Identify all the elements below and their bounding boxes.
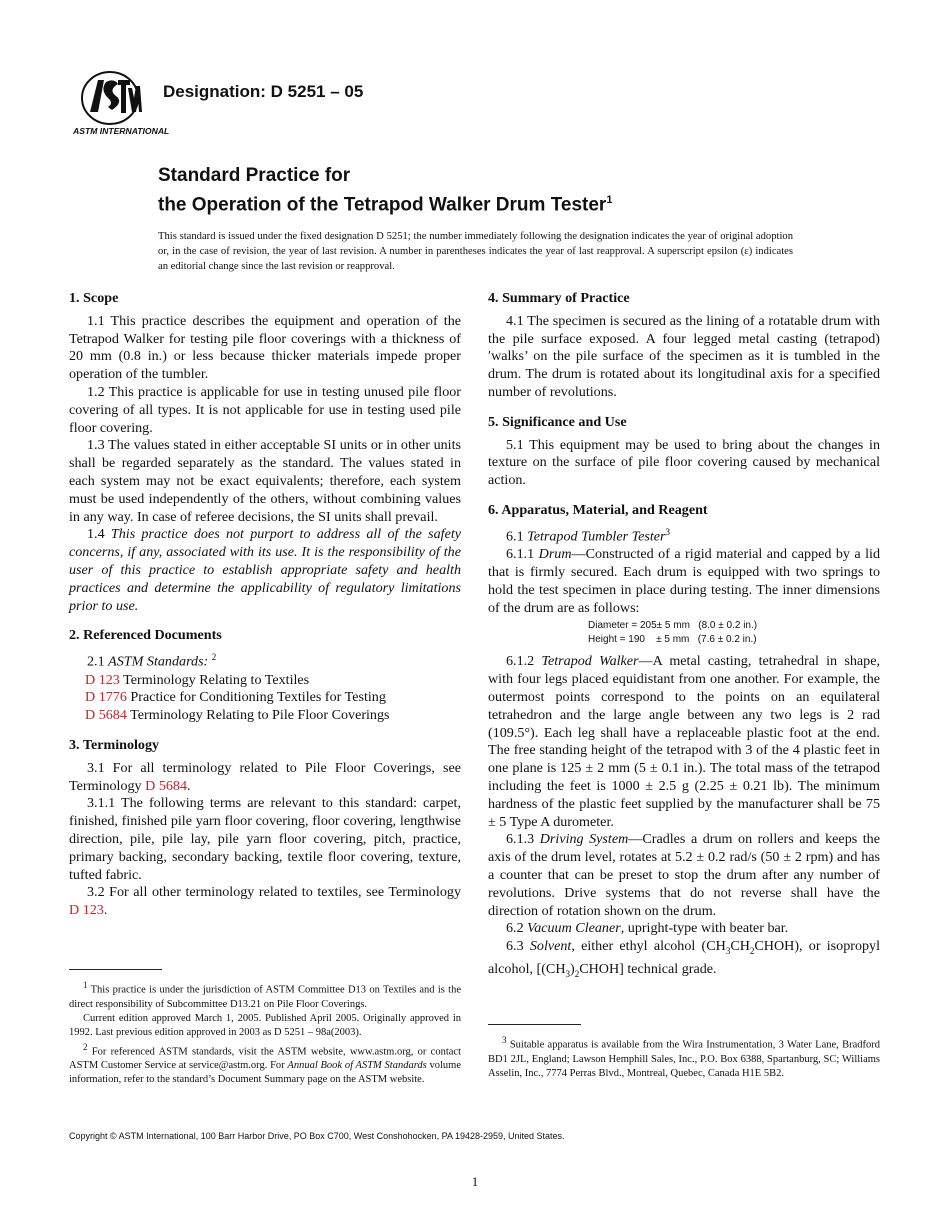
footnote-mark: 3 (665, 526, 671, 537)
footnote-mark: 1 (83, 980, 88, 990)
section-apparatus (488, 502, 880, 983)
section-heading: 2. Referenced Documents (69, 627, 222, 644)
title-footnote-mark: 1 (606, 194, 613, 206)
ref-title: Terminology Relating to Pile Floor Coverings (130, 707, 390, 724)
term: Drum (538, 546, 572, 563)
term: Tetrapod Tumbler Tester (527, 528, 666, 545)
paragraph-text: CHOH), or isopropyl alcohol, [(CH (488, 938, 880, 977)
footnote-text: Suitable apparatus is available from the Wira Instrumentation, 3 Water Lane, Bradford BD1 2JL, England; Lawson Hemphill Sales, Inc., P.O. Box 6388, Spartanburg, SC; Williams Asselin, Inc., 7774 Perras Blvd., Montreal, Quebec, Canada H1E 5B2. (488, 1039, 880, 1079)
clause-number: 6.1.1 (506, 546, 535, 563)
paragraph-1-3: 1.3 The values stated in either acceptable SI units or in other units shall be regarded separately as the standard. The values stated in each system may not be exact equivalents; therefore, each system must be used independently of the others, without combining values in any way. In case of referee decisions, the SI units shall prevail. (69, 437, 461, 525)
footnotes-right (488, 1033, 880, 1081)
ref-title: Practice for Conditioning Textiles for Testing (130, 689, 386, 706)
paragraph-4-1: 4.1 The specimen is secured as the lining of a rotatable drum with the pile surface exposed. A four legged metal casting (tetrapod) ′walks’ on the pile surface of the specimen as it is tumbled in the drum. The drum is rotated about its longitudinal axis for a specified number of revolutions. (488, 312, 880, 400)
clause-number: 2.1 (87, 653, 105, 670)
section-scope (69, 290, 461, 615)
ref-link-d5684[interactable]: D 5684 (85, 707, 127, 724)
document-title (158, 163, 612, 217)
footnote-mark: 2 (211, 652, 217, 663)
footnote-2 (69, 1040, 461, 1088)
title-line-2 (158, 188, 612, 217)
ref-link-d1776[interactable]: D 1776 (85, 689, 127, 706)
paragraph-2-1 (69, 650, 461, 671)
paragraph-1-2: 1.2 This practice is applicable for use in testing unused pile floor covering of all types. It is not applicable for use in testing used pile floor covering. (69, 383, 461, 436)
section-terminology (69, 737, 461, 920)
paragraph-3-1: 3.1 For all terminology related to Pile Floor Coverings, see Terminology D 5684. (69, 759, 461, 794)
footnote-mark: 2 (83, 1041, 88, 1052)
designation: Designation: D 5251 – 05 (163, 82, 364, 101)
footnote-3 (488, 1033, 880, 1081)
footnotes-left (69, 978, 461, 1087)
logo-text: ASTM INTERNATIONAL (73, 126, 170, 136)
section-summary (488, 290, 880, 402)
footnote-mark: 3 (502, 1035, 507, 1045)
paragraph-3-1-1: 3.1.1 The following terms are relevant to this standard: carpet, finished, finished pile yarn floor covering, floor covering, lengthwise direction, pile, pile lay, pile yarn floor covering, pitch, practice, primary backing, secondary backing, textile floor covering, texture, tufted fabric. (69, 795, 461, 883)
term: Driving System (539, 831, 629, 848)
reference-d1776 (69, 689, 461, 707)
paragraph-text: , upright-type with beater bar. (620, 920, 789, 937)
paragraph-text: CHOH] technical grade. (579, 960, 717, 977)
paragraph-3-2: 3.2 For all other terminology related to textiles, see Terminology D 123. (69, 884, 461, 919)
term: Solvent (529, 938, 572, 955)
footnote-divider (488, 1024, 581, 1025)
dimension-diameter: Diameter = 205± 5 mm (8.0 ± 0.2 in.) (588, 620, 758, 632)
subscript: 3 (725, 946, 731, 956)
page-number: 1 (471, 1174, 479, 1189)
paragraph-1-4 (69, 526, 461, 615)
paragraph-text: , either ethyl alcohol (CH (571, 938, 726, 955)
subscript: 3 (565, 968, 570, 979)
title-line-1: Standard Practice for (158, 165, 351, 186)
paragraph-text: 3.1 For all terminology related to Pile Floor Coverings, see Terminology (69, 759, 461, 794)
reference-d5684 (69, 707, 461, 725)
footnote-text: volume information, refer to the standard’s Document Summary page on the ASTM website. (69, 1060, 461, 1085)
section-referenced-documents (69, 627, 461, 725)
clause-number: 6.3 (506, 938, 524, 955)
section-heading: 6. Apparatus, Material, and Reagent (488, 501, 708, 518)
paragraph-text: —Constructed of a rigid material and capped by a lid that is firmly secured. Each drum is equipped with two springs to hold the test specimen in place during testing. The inner dimensions of the drum are as follows: (488, 546, 880, 616)
left-column (69, 290, 461, 932)
issue-note: This standard is issued under the fixed designation D 5251; the number immediately following the designation indicates the year of original adoption or, in the case of revision, the year of last revision. A number in parentheses indicates the year of last reapproval. A superscript epsilon (ε) indicates an editorial change since the last revision or reapproval. (158, 231, 793, 272)
subscript: 2 (574, 968, 580, 979)
paragraph-text: —A metal casting, tetrahedral in shape, with four legs placed equidistant from one another. For example, the outermost points correspond to the points on an equilateral tetrahedron and the large angle between any two legs is 2 rad (109.5°). Each leg shall have a replaceable plastic foot at the end. The free standing height of the tetrapod with 3 of the 4 plastic feet in one plane is 125 ± 2 mm (5 ± 0.1 in.). The total mass of the tetrapod including the feet is 1000 ± 2.5 g (2.25 ± 0.21 lb). The minimum hardness of the plastic feet supplied by the manufacturer shall be 75 ± 5 Type A durometer. (488, 653, 880, 830)
section-heading: 5. Significance and Use (488, 413, 627, 430)
subscript: 2 (749, 946, 755, 956)
footnote-1b: Current edition approved March 1, 2005. Published April 2005. Originally approved in 1992. Last previous edition approved in 2003 as D 5251 – 98a(2003). (69, 1012, 461, 1038)
clause-number: 6.1 (506, 528, 524, 545)
paragraph-6-1-2 (488, 653, 880, 831)
footnote-divider (69, 969, 162, 970)
clause-number: 6.1.3 (506, 831, 535, 848)
footnote-italic: Annual Book of ASTM Standards (287, 1060, 427, 1071)
reference-d123 (69, 672, 461, 690)
ref-link-d123-inline[interactable]: D 123 (69, 902, 104, 919)
safety-caveat: This practice does not purport to address all of the safety concerns, if any, associated with its use. It is the responsibility of the user of this practice to establish appropriate safety and health practices and determine the applicability of regulatory limitations prior to use. (69, 526, 461, 614)
ref-link-d123[interactable]: D 123 (85, 671, 120, 688)
section-significance (488, 414, 880, 490)
paragraph-6-1-3 (488, 831, 880, 920)
footnote-text: This practice is under the jurisdiction of ASTM Committee D13 on Textiles and is the direct responsibility of Subcommittee D13.21 on Pile Floor Coverings. (69, 984, 462, 1010)
dimension-height: Height = 190 ± 5 mm (7.6 ± 0.2 in.) (588, 634, 757, 646)
section-heading: 3. Terminology (69, 737, 160, 754)
footnote-text: For referenced ASTM standards, visit the ASTM website, www.astm.org, or contact ASTM Customer Service at service@astm.org. For (69, 1046, 461, 1071)
paragraph-text: CH (730, 938, 750, 955)
term: Tetrapod Walker (541, 653, 639, 670)
paragraph-1-1: 1.1 This practice describes the equipment and operation of the Tetrapod Walker for testing pile floor coverings with a thickness of 20 mm (0.8 in.) or less because thicker materials impede proper operation of the tumbler. (69, 312, 461, 383)
paragraph-6-1 (488, 525, 880, 546)
section-heading: 1. Scope (69, 290, 119, 306)
clause-number: 1.4 (87, 526, 105, 543)
paragraph-5-1: 5.1 This equipment may be used to bring about the changes in texture on the surface of pile floor covering caused by mechanical action. (488, 436, 880, 489)
paragraph-6-2 (488, 920, 880, 938)
paragraph-text: ) (570, 960, 575, 977)
astm-logo-mark (70, 68, 170, 138)
drum-dimensions (588, 619, 880, 647)
astm-logo (70, 68, 170, 138)
paragraph-6-3 (488, 938, 880, 983)
ref-link-d5684-inline[interactable]: D 5684 (145, 777, 188, 794)
term: Vacuum Cleaner (527, 920, 621, 937)
astm-standards-label: ASTM Standards: (108, 653, 209, 670)
copyright: Copyright © ASTM International, 100 Barr Harbor Drive, PO Box C700, West Conshohocken, PA 19428-2959, United States. (69, 1131, 565, 1141)
clause-number: 6.2 (506, 920, 524, 937)
section-heading: 4. Summary of Practice (488, 290, 630, 306)
ref-title: Terminology Relating to Textiles (123, 671, 310, 688)
title-line-2-text: the Operation of the Tetrapod Walker Drum Tester (158, 194, 607, 216)
right-column (488, 290, 880, 995)
paragraph-text: 3.2 For all other terminology related to textiles, see Terminology (87, 884, 461, 901)
footnote-1 (69, 978, 461, 1012)
paragraph-6-1-1 (488, 546, 880, 617)
paragraph-text: —Cradles a drum on rollers and keeps the axis of the drum level, rotates at 5.2 ± 0.2 rad/s (50 ± 2 rpm) and has a counter that can be preset to stop the drum after any number of revolutions. Drive systems that do not reverse shall have the direction of rotation shown on the drum. (488, 831, 880, 919)
clause-number: 6.1.2 (506, 653, 535, 670)
